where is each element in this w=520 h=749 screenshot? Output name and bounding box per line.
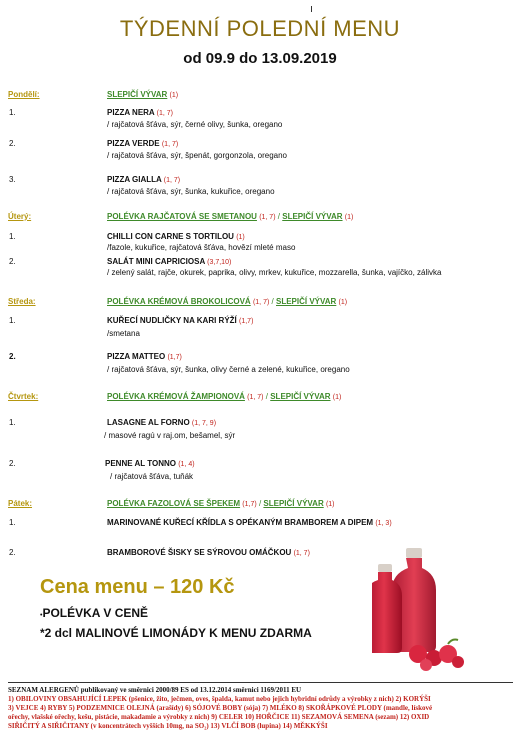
soup-friday bbox=[107, 499, 335, 508]
dish-description: / rajčatová šťáva, sýr, šunka, olivy černé a zelené, kukuřice, oregano bbox=[107, 365, 350, 374]
dish-allergens: (1,7) bbox=[167, 354, 182, 361]
menu-title: TÝDENNÍ POLEDNÍ MENU bbox=[119, 16, 401, 41]
dish-title: SALÁT MINI CAPRICIOSA bbox=[107, 257, 205, 266]
soup-name: SLEPIČÍ VÝVAR bbox=[282, 212, 343, 221]
dish-description: / masové ragú v raj.om, bešamel, sýr bbox=[104, 431, 236, 440]
raspberry-icon bbox=[420, 659, 432, 671]
dish-title: PIZZA GIALLA bbox=[107, 175, 162, 184]
dish-number: 1. bbox=[9, 418, 16, 427]
dish-number: 1. bbox=[9, 232, 16, 241]
dish-name bbox=[107, 548, 310, 557]
dish-title: PIZZA MATTEO bbox=[107, 352, 166, 361]
promo-soup bbox=[40, 606, 148, 620]
dish-name bbox=[107, 316, 253, 325]
dish-name bbox=[105, 459, 195, 468]
dish-title: PIZZA NERA bbox=[107, 108, 155, 117]
dish-number: 2. bbox=[9, 139, 16, 148]
allergen-legend-title: SEZNAM ALERGENŮ publikovaný ve směrnici 2000/89 ES od 13.12.2014 směrnici 1169/2011 EU bbox=[8, 686, 302, 694]
day-friday: Pátek: bbox=[8, 499, 33, 508]
soup-separator: / bbox=[258, 499, 262, 508]
bottle-front-icon bbox=[372, 572, 402, 653]
dish-allergens: (3,7,10) bbox=[207, 259, 232, 266]
soup-name: POLÉVKA FAZOLOVÁ SE ŠPEKEM bbox=[107, 499, 241, 508]
dish-allergens: (1) bbox=[236, 234, 245, 241]
promo-lemonade: *2 dcl MALINOVÉ LIMONÁDY K MENU ZDARMA bbox=[40, 626, 312, 640]
soup-separator: / bbox=[271, 297, 274, 306]
soup-tuesday bbox=[107, 212, 353, 221]
dish-name bbox=[107, 175, 180, 184]
allergen-legend-line: 1) OBILOVINY OBSAHUJÍCÍ LEPEK (pšenice, žito, ječmen, oves, špalda, kamut nebo jejich hybridní odrůdy a výrobky z nich) 2) KORÝŠI bbox=[8, 695, 431, 703]
dish-number: 1. bbox=[9, 108, 16, 117]
bullet-dot-icon: • bbox=[40, 612, 43, 619]
dish-title: CHILLI CON CARNE S TORTILOU bbox=[107, 232, 234, 241]
soup-name: POLÉVKA RAJČATOVÁ SE SMETANOU bbox=[107, 212, 257, 221]
dish-number: 2. bbox=[9, 352, 16, 361]
soup-thursday bbox=[107, 392, 341, 401]
dish-number: 1. bbox=[9, 316, 16, 325]
dish-title: PENNE AL TONNO bbox=[105, 459, 176, 468]
allergen-legend-line: ořechy, vlašské ořechy, kešu, pistácie, makadamie a výrobky z nich) 9) CELER 10) HOŘČICE 11) SEZAMOVÁ SEMENA (sezam) 12) OXID bbox=[8, 713, 430, 721]
dish-description: / zelený salát, rajče, okurek, paprika, olivy, mrkev, kukuřice, mozzarella, šunka, vajíčko, zálivka bbox=[107, 268, 442, 277]
soup-allergens: (1) bbox=[325, 501, 335, 508]
dish-title: BRAMBOROVÉ ŠISKY SE SÝROVOU OMÁČKOU bbox=[107, 548, 292, 557]
dish-allergens: (1,7) bbox=[239, 318, 254, 325]
dish-number: 1. bbox=[9, 518, 16, 527]
soup-allergens: (1, 7) bbox=[247, 394, 264, 401]
soup-name: SLEPIČÍ VÝVAR bbox=[270, 392, 331, 401]
day-monday: Pondělí: bbox=[8, 90, 40, 99]
promo-soup-text: POLÉVKA V CENĚ bbox=[42, 606, 149, 620]
dish-description: /fazole, kukuřice, rajčatová šťáva, hovězí mleté maso bbox=[107, 243, 296, 252]
dish-name bbox=[107, 139, 178, 148]
day-thursday: Čtvrtek: bbox=[8, 392, 39, 401]
allergen-legend-line: SIŘIČITÝ A SIŘIČITANY (v koncentrátech vyšších 10mg, na SO₂) 13) VLČÍ BOB (lupina) 14) MĚKKÝŠI bbox=[8, 722, 328, 730]
dish-allergens: (1, 7, 9) bbox=[191, 420, 217, 427]
bottle-cap-icon bbox=[406, 548, 422, 558]
dish-description: /smetana bbox=[107, 329, 140, 338]
soup-allergens: (1,7) bbox=[242, 501, 257, 508]
dish-title: MARINOVANÉ KUŘECÍ KŘÍDLA S OPÉKANÝM BRAMBOREM A DIPEM bbox=[107, 518, 374, 527]
dish-allergens: (1, 7) bbox=[163, 177, 181, 184]
dish-allergens: (1, 7) bbox=[293, 550, 310, 557]
leaf-icon bbox=[448, 640, 458, 645]
dish-name bbox=[107, 108, 173, 117]
raspberry-icon bbox=[452, 656, 464, 668]
dish-name bbox=[107, 232, 245, 241]
allergen-legend-line: 3) VEJCE 4) RYBY 5) PODZEMNICE OLEJNÁ (arašídy) 6) SÓJOVÉ BOBY (sója) 7) MLÉKO 8) SKOŘÁPKOVÉ PLODY (mandle, lískové bbox=[8, 704, 433, 712]
soup-separator: / bbox=[265, 392, 268, 401]
soup-allergens: (1) bbox=[338, 299, 348, 306]
dish-name bbox=[107, 352, 182, 361]
soup-name: POLÉVKA KRÉMOVÁ ŽAMPIONOVÁ bbox=[107, 392, 245, 401]
bottle-cap-icon bbox=[378, 564, 392, 572]
day-tuesday: Úterý: bbox=[8, 212, 32, 221]
soup-separator: / bbox=[277, 212, 280, 221]
menu-date-range: od 09.9 do 13.09.2019 bbox=[183, 50, 337, 67]
dish-number: 3. bbox=[9, 175, 16, 184]
dish-description: / rajčatová šťáva, sýr, černé olivy, šunka, oregano bbox=[107, 120, 283, 129]
soup-allergens: (1) bbox=[332, 394, 342, 401]
soup-wednesday bbox=[107, 297, 347, 306]
soup-allergens: (1) bbox=[344, 214, 354, 221]
dish-description: / rajčatová šťáva, sýr, špenát, gorgonzola, oregano bbox=[107, 151, 287, 160]
dish-allergens: (1, 4) bbox=[178, 461, 195, 468]
dish-description: / rajčatová šťáva, sýr, šunka, kukuřice, oregano bbox=[107, 187, 275, 196]
dish-number: 2. bbox=[9, 548, 16, 557]
dish-description: / rajčatová šťáva, tuňák bbox=[110, 472, 194, 481]
dish-title: PIZZA VERDE bbox=[107, 139, 160, 148]
dish-title: LASAGNE AL FORNO bbox=[107, 418, 190, 427]
soup-allergens: (1, 7) bbox=[252, 299, 270, 306]
soup-monday-allergens: (1) bbox=[169, 92, 179, 99]
day-wednesday: Středa: bbox=[8, 297, 36, 306]
dish-number: 2. bbox=[9, 459, 16, 468]
soup-monday bbox=[107, 90, 178, 99]
soup-name: SLEPIČÍ VÝVAR bbox=[263, 499, 324, 508]
dish-allergens: (1, 7) bbox=[156, 110, 173, 117]
soup-allergens: (1, 7) bbox=[259, 214, 276, 221]
soup-monday-name: SLEPIČÍ VÝVAR bbox=[107, 90, 168, 99]
dish-number: 2. bbox=[9, 257, 16, 266]
menu-price: Cena menu – 120 Kč bbox=[40, 576, 235, 598]
dish-name bbox=[107, 257, 231, 266]
dish-name bbox=[107, 418, 216, 427]
legend-divider bbox=[8, 682, 513, 683]
raspberry-lemonade-image bbox=[372, 544, 464, 672]
dish-name bbox=[107, 518, 392, 527]
dish-allergens: (1, 3) bbox=[375, 520, 392, 527]
soup-name: SLEPIČÍ VÝVAR bbox=[276, 297, 337, 306]
dish-title: KUŘECÍ NUDLIČKY NA KARI RÝŽÍ bbox=[107, 316, 237, 325]
cursor-tick bbox=[311, 6, 312, 12]
soup-name: POLÉVKA KRÉMOVÁ BROKOLICOVÁ bbox=[107, 297, 251, 306]
dish-allergens: (1, 7) bbox=[161, 141, 179, 148]
